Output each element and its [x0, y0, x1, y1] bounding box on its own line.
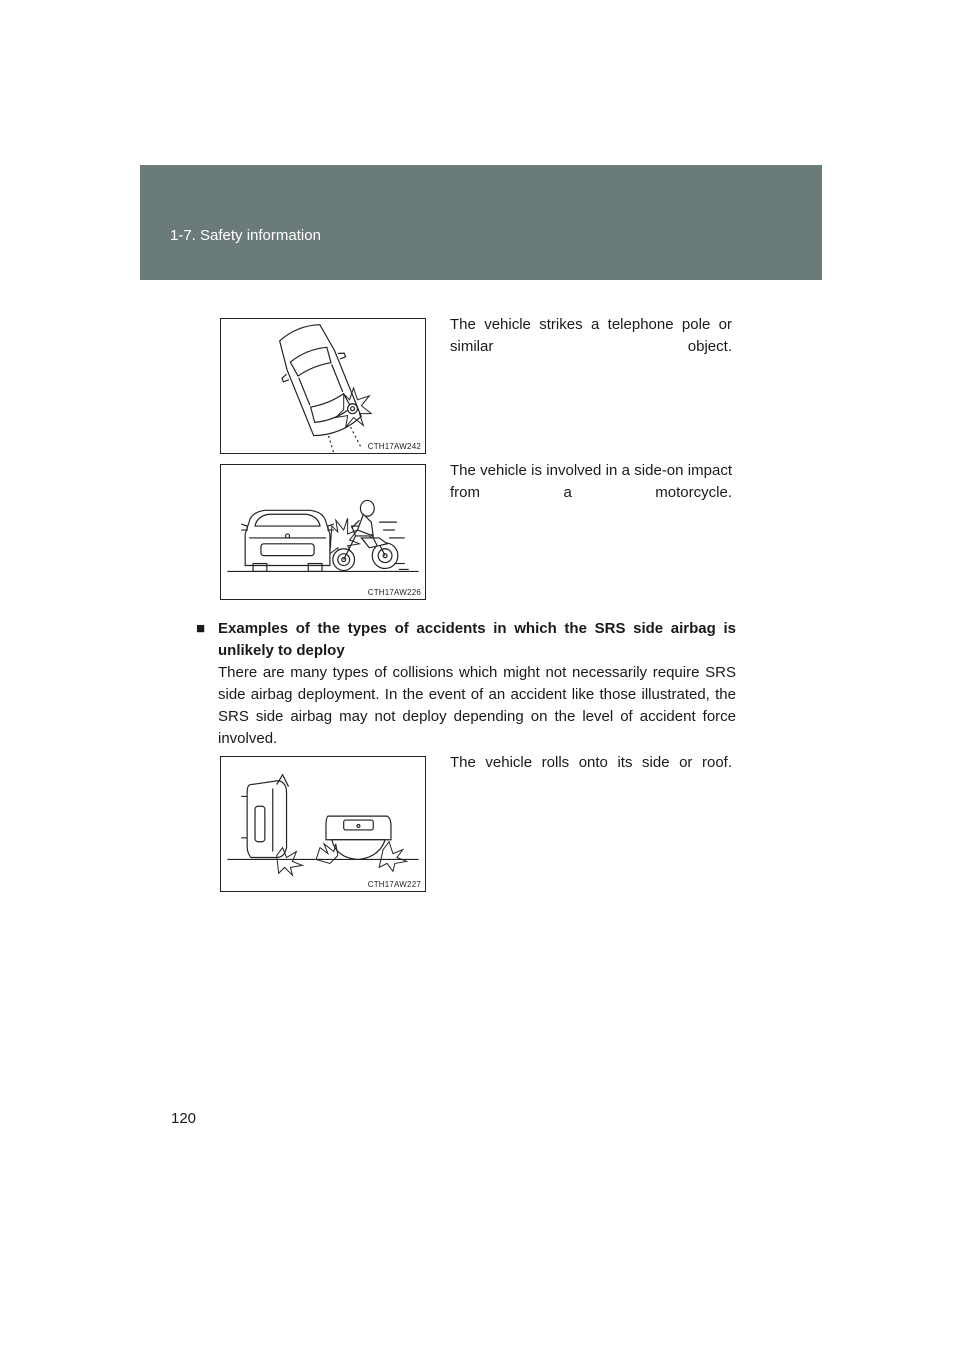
rollover-illustration	[221, 757, 425, 891]
figure-caption: The vehicle is involved in a side-on impact from a motorcycle.	[450, 462, 732, 501]
figure-code: CTH17AW226	[367, 588, 421, 597]
figure-code: CTH17AW242	[367, 442, 421, 451]
figure-pole-collision	[220, 318, 426, 454]
section-heading-text: Examples of the types of accidents in which the SRS side airbag is unlikely to deploy	[218, 620, 736, 659]
figure-code: CTH17AW227	[367, 880, 421, 889]
section-title: 1-7. Safety information	[170, 227, 321, 244]
section-header-bar	[140, 165, 822, 280]
figure-motorcycle-impact	[220, 464, 426, 600]
motorcycle-impact-illustration	[221, 465, 425, 599]
figure-caption: The vehicle rolls onto its side or roof.	[450, 754, 732, 771]
body-paragraph: There are many types of collisions which might not necessarily require SRS side airbag deployment. In the event of an accident like those illustrated, the SRS side airbag may not deploy depending on the level of accident force involved.	[218, 664, 736, 747]
figure-rollover	[220, 756, 426, 892]
section-heading	[196, 618, 736, 662]
pole-collision-illustration	[221, 319, 425, 453]
page-number: 120	[171, 1110, 197, 1127]
square-bullet-icon: ■	[196, 620, 206, 637]
figure-caption: The vehicle strikes a telephone pole or similar object.	[450, 316, 732, 355]
